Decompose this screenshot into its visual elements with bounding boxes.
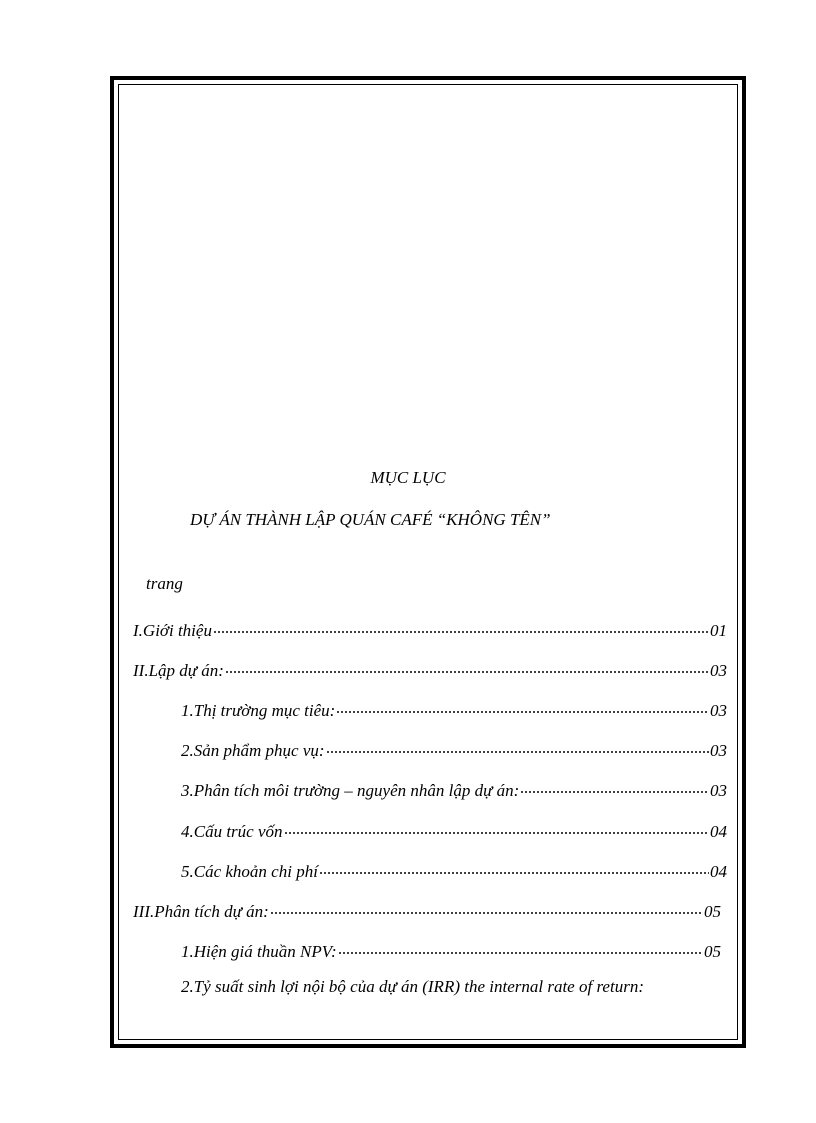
page-column-label: trang (146, 574, 183, 593)
toc-leader-dots (284, 817, 709, 837)
toc-entry-san-pham (181, 736, 727, 758)
toc-entry-gioi-thieu (133, 616, 727, 638)
toc-entry-page: 04 (710, 822, 727, 841)
toc-leader-dots (270, 897, 703, 917)
toc-entry-page: 05 (704, 942, 721, 961)
toc-entry-label: 2.Tỷ suất sinh lợi nội bộ của dự án (IRR) the internal rate of return: (181, 977, 644, 996)
toc-entry-npv (181, 937, 721, 959)
toc-entry-lap-du-an (133, 656, 727, 678)
toc-leader-dots (336, 696, 709, 716)
toc-entry-irr (181, 977, 721, 999)
toc-entry-phan-tich (133, 897, 721, 919)
toc-entry-page: 03 (710, 661, 727, 680)
toc-entry-label: 1.Hiện giá thuần NPV: (181, 942, 337, 961)
toc-entry-label: I.Giới thiệu (133, 621, 212, 640)
toc-entry-page: 05 (704, 902, 721, 921)
toc-entry-cau-truc-von (181, 817, 727, 839)
toc-entry-page: 04 (710, 862, 727, 881)
toc-entry-page: 03 (710, 701, 727, 720)
toc-leader-dots (520, 776, 709, 796)
toc-entry-thi-truong (181, 696, 727, 718)
toc-entry-label: III.Phân tích dự án: (133, 902, 269, 921)
toc-title: MỤC LỤC (370, 468, 446, 487)
toc-entry-page: 01 (710, 621, 727, 640)
toc-leader-dots (213, 616, 709, 636)
document-subtitle: DỰ ÁN THÀNH LẬP QUÁN CAFÉ “KHÔNG TÊN” (190, 510, 551, 529)
toc-leader-dots (326, 736, 709, 756)
toc-entry-page: 03 (710, 781, 727, 800)
toc-entry-label: II.Lập dự án: (133, 661, 224, 680)
toc-leader-dots (338, 937, 703, 957)
toc-entry-label: 4.Cấu trúc vốn (181, 822, 283, 841)
toc-entry-label: 3.Phân tích môi trường – nguyên nhân lập dự án: (181, 781, 520, 800)
toc-entry-label: 1.Thị trường mục tiêu: (181, 701, 336, 720)
toc-entry-chi-phi (181, 857, 727, 879)
toc-entry-label: 5.Các khoản chi phí (181, 862, 318, 881)
toc-entry-moi-truong (181, 776, 727, 798)
toc-entry-page: 03 (710, 741, 727, 760)
toc-leader-dots (225, 656, 709, 676)
toc-leader-dots (319, 857, 709, 877)
toc-entry-label: 2.Sản phẩm phục vụ: (181, 741, 325, 760)
